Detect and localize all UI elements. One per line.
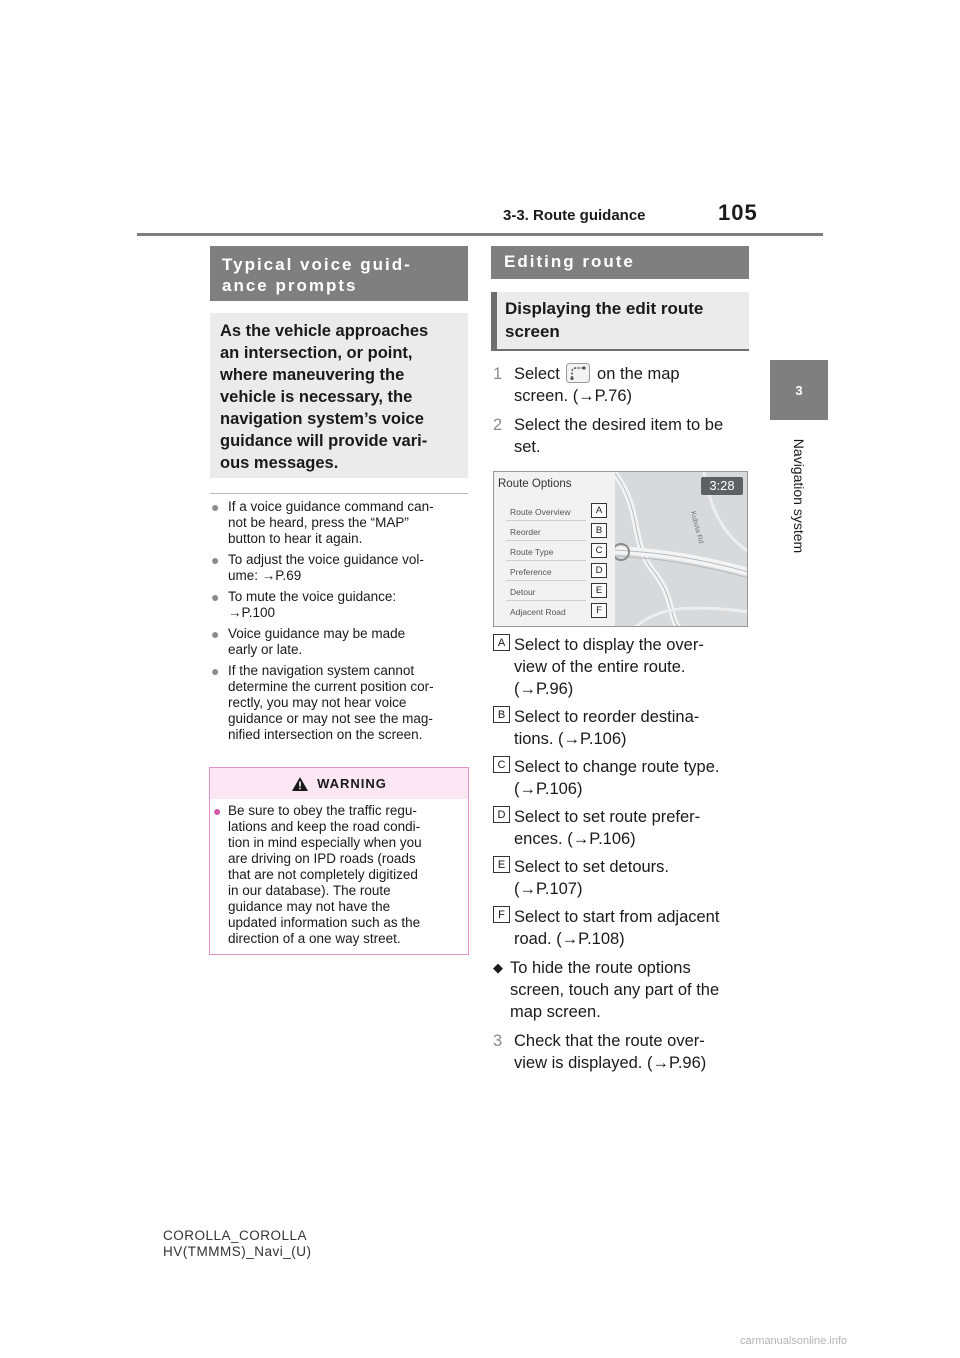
note-line: If the navigation system cannot (228, 663, 415, 678)
legend-text (514, 856, 669, 900)
page-link[interactable]: (→P.107) (514, 880, 583, 898)
note-line: not be heard, press the “MAP” (228, 515, 409, 530)
step-text-pre: Select (514, 365, 560, 383)
legend-line: Select to set route prefer- (514, 808, 701, 826)
intro-line: ous messages. (220, 454, 339, 472)
intro-line: As the vehicle approaches (220, 322, 429, 340)
note-line: map screen. (510, 1003, 601, 1021)
chapter-number: 3 (795, 382, 803, 398)
subheading-line: screen (505, 322, 560, 341)
legend-line: ences. (→P.106) (514, 830, 636, 848)
legend-text (514, 634, 704, 700)
legend-line: Select to start from adjacent (514, 908, 720, 926)
warning-line: that are not completely digitized (228, 867, 418, 882)
footer-line: HV(TMMMS)_Navi_(U) (163, 1244, 312, 1259)
warning-line: updated information such as the (228, 915, 421, 930)
warning-line: lations and keep the road condi- (228, 819, 421, 834)
legend-text (514, 906, 719, 950)
page-link[interactable]: (→P.96) (514, 680, 574, 698)
step-text: set. (514, 438, 541, 456)
step-text (514, 363, 680, 385)
step-text: screen. (→P.76) (514, 387, 632, 405)
callout-label: B (591, 523, 607, 538)
document-code (163, 1228, 312, 1260)
warning-line: direction of a one way street. (228, 931, 401, 946)
note-item (210, 589, 470, 621)
menu-item-label: Reorder (510, 527, 541, 537)
bullet-icon: ● (213, 803, 222, 819)
intro-line: navigation system’s voice (220, 410, 424, 428)
bullet-icon: ● (211, 663, 220, 679)
legend-line: road. (→P.108) (514, 930, 625, 948)
menu-divider (506, 520, 586, 521)
legend-text (514, 756, 719, 800)
menu-divider (506, 580, 586, 581)
note-line: To hide the route options (510, 959, 691, 977)
note-line: nified intersection on the screen. (228, 727, 423, 742)
note-item (210, 499, 470, 547)
note-item (210, 626, 470, 658)
note-line: button to hear it again. (228, 531, 363, 546)
heading-line: ance prompts (222, 276, 358, 295)
intro-line: guidance will provide vari- (220, 432, 428, 450)
note-item (210, 552, 470, 584)
section-title: 3-3. Route guidance (503, 207, 646, 224)
callout-label: A (493, 634, 510, 651)
route-options-screenshot (493, 471, 748, 627)
note-line: To adjust the voice guidance vol- (228, 552, 424, 567)
step-text (514, 1030, 706, 1074)
intro-line: where maneuvering the (220, 366, 405, 384)
warning-title: WARNING (317, 776, 387, 791)
step-text-post: on the map (597, 365, 680, 383)
bullet-icon: ● (211, 499, 220, 515)
step-text: Select the desired item to be (514, 416, 724, 434)
notes-list (210, 499, 470, 748)
warning-line: tion in mind especially when you (228, 835, 422, 850)
note-line: Voice guidance may be made (228, 626, 406, 641)
voice-prompts-heading (210, 246, 468, 301)
chapter-label: Navigation system (791, 438, 807, 554)
menu-item-label: Route Type (510, 547, 554, 557)
warning-line: guidance may not have the (228, 899, 391, 914)
callout-label: D (591, 563, 607, 578)
legend-line: Select to change route type. (514, 758, 720, 776)
watermark: carmanualsonline.info (740, 1335, 848, 1347)
menu-divider (506, 560, 586, 561)
legend-line: tions. (→P.106) (514, 730, 627, 748)
note-text (510, 957, 719, 1023)
warning-header (210, 768, 468, 799)
page-link[interactable]: (→P.106) (514, 780, 583, 798)
note-line: screen, touch any part of the (510, 981, 720, 999)
menu-item-label: Preference (510, 567, 552, 577)
warning-box (209, 767, 469, 955)
callout-label: F (493, 906, 510, 923)
intro-box (210, 313, 468, 478)
callout-label: A (591, 503, 607, 518)
menu-divider (506, 540, 586, 541)
menu-item-label: Adjacent Road (510, 607, 566, 617)
callout-label: E (493, 856, 510, 873)
callout-label: F (591, 603, 607, 618)
legend-text (514, 706, 699, 750)
subheading-line: Displaying the edit route (505, 299, 704, 318)
bullet-icon: ● (211, 552, 220, 568)
page-number: 105 (718, 200, 758, 225)
bullet-icon: ● (211, 589, 220, 605)
menu-item-label: Route Overview (510, 507, 571, 517)
note-line: early or late. (228, 642, 303, 657)
map-road-label: Kubota Rd (688, 510, 705, 545)
warning-line: are driving on IPD roads (roads (228, 851, 416, 866)
note-item (210, 663, 470, 743)
intro-line: vehicle is necessary, the (220, 388, 413, 406)
warning-text (210, 799, 468, 947)
page-link[interactable]: →P.100 (228, 605, 276, 620)
heading-line: Typical voice guid- (222, 255, 412, 274)
callout-label: D (493, 806, 510, 823)
bullet-icon: ● (211, 626, 220, 642)
menu-divider (506, 600, 586, 601)
note-line: guidance or may not see the mag- (228, 711, 433, 726)
step-number: 1 (493, 365, 503, 383)
note-line: If a voice guidance command can- (228, 499, 434, 514)
callout-label: B (493, 706, 510, 723)
note-line: determine the current position cor- (228, 679, 434, 694)
warning-icon (291, 776, 309, 792)
separator (210, 493, 468, 494)
header-rule (137, 233, 823, 236)
editing-route-heading: Editing route (491, 246, 749, 279)
note-line: To mute the voice guidance: (228, 589, 397, 604)
step-number: 2 (493, 416, 503, 434)
clock-display: 3:28 (701, 477, 743, 495)
legend-line: Select to reorder destina- (514, 708, 700, 726)
intro-line: an intersection, or point, (220, 344, 413, 362)
warning-line: in our database). The route (228, 883, 391, 898)
footer-line: COROLLA_COROLLA (163, 1228, 308, 1243)
callout-label: C (493, 756, 510, 773)
menu-item-label: Detour (510, 587, 536, 597)
note-line: rectly, you may not hear voice (228, 695, 407, 710)
warning-line: Be sure to obey the traffic regu- (228, 803, 417, 818)
menu-title: Route Options (498, 478, 572, 490)
route-edit-icon[interactable] (566, 363, 590, 383)
edit-screen-subheading (491, 292, 749, 351)
diamond-icon: ◆ (493, 960, 503, 975)
step-line: view is displayed. (→P.96) (514, 1054, 707, 1072)
page-link[interactable]: ume: →P.69 (228, 568, 302, 583)
step-line: Check that the route over- (514, 1032, 705, 1050)
callout-label: E (591, 583, 607, 598)
legend-line: Select to set detours. (514, 858, 670, 876)
route-options-menu (494, 472, 615, 627)
legend-text (514, 806, 700, 850)
chapter-tab (770, 360, 828, 420)
step-number: 3 (493, 1032, 503, 1050)
legend-line: view of the entire route. (514, 658, 686, 676)
callout-label: C (591, 543, 607, 558)
legend-line: Select to display the over- (514, 636, 704, 654)
